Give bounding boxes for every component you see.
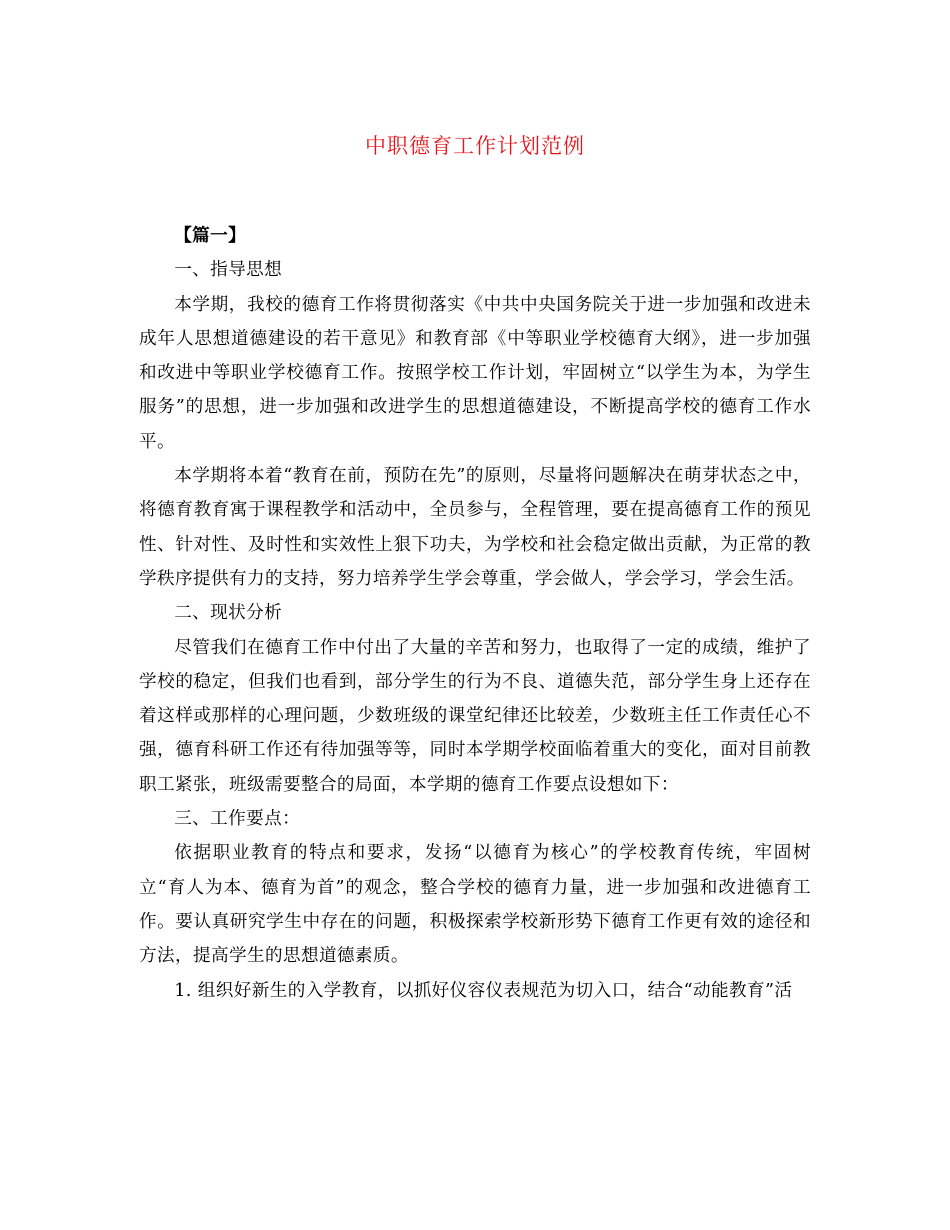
document-body [139,219,811,1008]
document-title: 中职德育工作计划范例 [365,134,585,158]
heading-work-points: 三、工作要点： [174,809,301,830]
paragraph-status-analysis: 尽管我们在德育工作中付出了大量的辛苦和努力，也取得了一定的成绩，维护了学校的稳定，但我们也看到，部分学生的行为不良、道德失范，部分学生身上还存在着这样或那样的心理问题，少数班级的课堂纪律还比较差，少数班主任工作责任心不强，德育科研工作还有待加强等等，同时本学期学校面临着重大的变化，面对目前教职工紧张，班级需要整合的局面，本学期的德育工作要点设想如下： [139,637,811,795]
heading-status-analysis: 二、现状分析 [174,603,283,624]
list-item-1: 1. 组织好新生的入学教育，以抓好仪容仪表规范为切入口，结合“动能教育”活 [174,980,793,1001]
paragraph-guiding-ideology-1: 本学期，我校的德育工作将贯彻落实《中共中央国务院关于进一步加强和改进未成年人思想道德建设的若干意见》和教育部《中等职业学校德育大纲》，进一步加强和改进中等职业学校德育工作。按照学校工作计划，牢固树立“以学生为本，为学生服务”的思想，进一步加强和改进学生的思想道德建设，不断提高学校的德育工作水平。 [139,294,811,452]
heading-guiding-ideology: 一、指导思想 [174,260,283,281]
section-label-pian-yi: 【篇一】 [174,225,247,246]
paragraph-work-points: 依据职业教育的特点和要求，发扬“以德育为核心”的学校教育传统，牢固树立“育人为本、德育为首”的观念，整合学校的德育力量，进一步加强和改进德育工作。要认真研究学生中存在的问题，积极探索学校新形势下德育工作更有效的途径和方法，提高学生的思想道德素质。 [139,843,811,967]
paragraph-guiding-ideology-2: 本学期将本着“教育在前，预防在先”的原则，尽量将问题解决在萌芽状态之中，将德育教育寓于课程教学和活动中，全员参与，全程管理，要在提高德育工作的预见性、针对性、及时性和实效性上狠下功夫，为学校和社会稳定做出贡献，为正常的教学秩序提供有力的支持，努力培养学生学会尊重，学会做人，学会学习，学会生活。 [139,466,811,589]
